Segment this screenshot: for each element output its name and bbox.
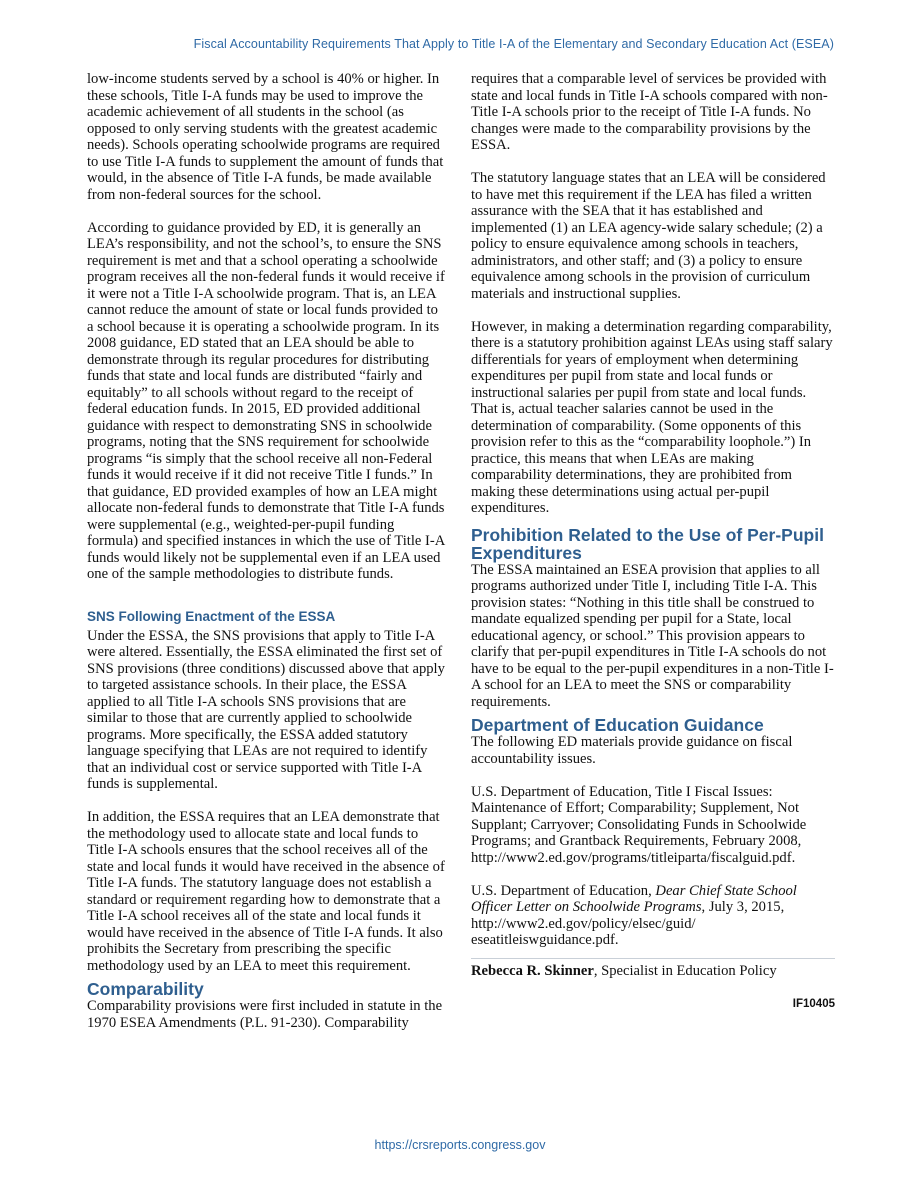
section-heading-prohibition: Prohibition Related to the Use of Per-Pupil Expenditures [471, 524, 824, 563]
reference-suffix: , July 3, 2015, http://www2.ed.gov/policy/elsec/guid/ eseatitleiswguidance.pdf. [471, 899, 785, 948]
paragraph: requires that a comparable level of services be provided with state and local funds in Title I-A schools compared with non-Title I-A schools prior to the receipt of Title I-A funds. No changes were made to the comparability provisions by the ESSA. [471, 71, 828, 153]
section-heading-sns: SNS Following Enactment of the ESSA [87, 608, 336, 624]
reference-prefix: U.S. Department of Education, [471, 882, 656, 899]
paragraph: Under the ESSA, the SNS provisions that apply to Title I-A were altered. Essentially, the ESSA eliminated the first set of SNS provisions (three conditions) discussed above that apply to targeted assistance schools. In their place, the ESSA applied to all Title I-A schools SNS provisions that are similar to those that are currently applied to schoolwide programs. More specifically, the ESSA added statutory language specifying that LEAs are not required to identify that an individual cost or service supported with Title I-A funds is supplemental. [87, 627, 445, 792]
author-divider [471, 958, 835, 959]
paragraph: In addition, the ESSA requires that an LEA demonstrate that the methodology used to allocate state and local funds to Title I-A schools ensures that the school receives all of the state and local funds it would have received in the absence of Title I-A funds. The statutory language does not establish a standard or requirement regarding how to demonstrate that a Title I-A school receives all of the state and local funds it would have received in the absence of Title I-A funds. It also prohibits the Secretary from prescribing the specific methodology used by an LEA to meet this requirement. [87, 809, 445, 974]
reference: U.S. Department of Education, Title I Fiscal Issues: Maintenance of Effort; Comparability; Supplement, Not Supplant; Carryover; Consolidating Funds in Schoolwide Programs; and Grantback Requirements, February 2008, http://www2.ed.gov/programs/titleiparta/fiscalguid.pdf. [471, 783, 807, 866]
paragraph: low-income students served by a school is 40% or higher. In these schools, Title I-A funds may be used to improve the academic achievement of all students in the school (as opposed to only serving students with the greatest academic needs). Schools operating schoolwide programs are required to use Title I-A funds to supplement the amount of funds that would, in the absence of Title I-A funds, be made available from non-federal sources for the school. [87, 71, 444, 203]
section-heading-guidance: Department of Education Guidance [471, 715, 764, 735]
reference-title: Dear Chief State School Officer Letter on Schoolwide Programs [471, 882, 797, 915]
paragraph: According to guidance provided by ED, it is generally an LEA’s responsibility, and not the school’s, to ensure the SNS requirement is met and that a school operating a schoolwide program receives all the non-federal funds it would receive if it were not a Title I-A schoolwide program. That is, an LEA cannot reduce the amount of state or local funds provided to a school because it is operating a schoolwide program. In its 2008 guidance, ED stated that an LEA should be able to demonstrate through its regular procedures for distributing funds that state and local funds are distributed “fairly and equitably” to all schools without regard to the receipt of federal education funds. In 2015, ED provided additional guidance with respect to demonstrating SNS in schoolwide programs, noting that the SNS requirement for schoolwide programs “is simply that the school receive all non-Federal funds it would receive if it did not receive Title I funds.” In that guidance, ED provided examples of how an LEA might allocate non-federal funds to demonstrate that Title I-A funds were supplemental (e.g., weighted-per-pupil funding formula) and specified instances in which the use of Title I-A funds would likely not be supplemental even if an LEA used one of the sample methodologies to distribute funds. [87, 219, 445, 582]
left-column [87, 71, 447, 1031]
right-column [471, 71, 835, 1012]
paragraph: Comparability provisions were first included in statute in the 1970 ESEA Amendments (P.L. 91-230). Comparability [87, 998, 443, 1031]
paragraph: The ESSA maintained an ESEA provision that applies to all programs authorized under Title I, including Title I-A. This provision states: “Nothing in this title shall be construed to mandate equalized spending per pupil for a State, local educational agency, or school.” This provision appears to clarify that per-pupil expenditures in Title I-A schools do not have to be equal to the per-pupil expenditures in a non-Title I-A school for an LEA to meet the SNS or comparability requirements. [471, 561, 834, 710]
section-heading-comparability: Comparability [87, 979, 204, 999]
paragraph: However, in making a determination regarding comparability, there is a statutory prohibition against LEAs using staff salary differentials for years of employment when determining expenditures per pupil from state and local funds or instructional salaries per pupil from state and local funds. That is, actual teacher salaries cannot be used in the determination of comparability. (Some opponents of this provision refer to this as the “comparability loophole.”) In practice, this means that when LEAs are making comparability determinations, they are prohibited from making these determinations using actual per-pupil expenditures. [471, 318, 833, 516]
author-name: Rebecca R. Skinner [471, 962, 594, 979]
author-role: , Specialist in Education Policy [593, 962, 777, 979]
running-header: Fiscal Accountability Requirements That Apply to Title I-A of the Elementary and Secondary Education Act (ESEA) [193, 37, 834, 51]
reference [471, 883, 835, 949]
paragraph: The following ED materials provide guidance on fiscal accountability issues. [471, 734, 793, 767]
product-code: IF10405 [792, 997, 835, 1010]
author-line [471, 963, 835, 980]
paragraph: The statutory language states that an LEA will be considered to have met this requirement if the LEA has filed a written assurance with the SEA that it has established and implemented (1) an LEA agency-wide salary schedule; (2) a policy to ensure equivalence among schools in teachers, administrators, and other staff; and (3) a policy to ensure equivalence among schools in the provision of curriculum materials and instructional supplies. [471, 170, 826, 302]
footer-url[interactable]: https://crsreports.congress.gov [374, 1138, 546, 1152]
